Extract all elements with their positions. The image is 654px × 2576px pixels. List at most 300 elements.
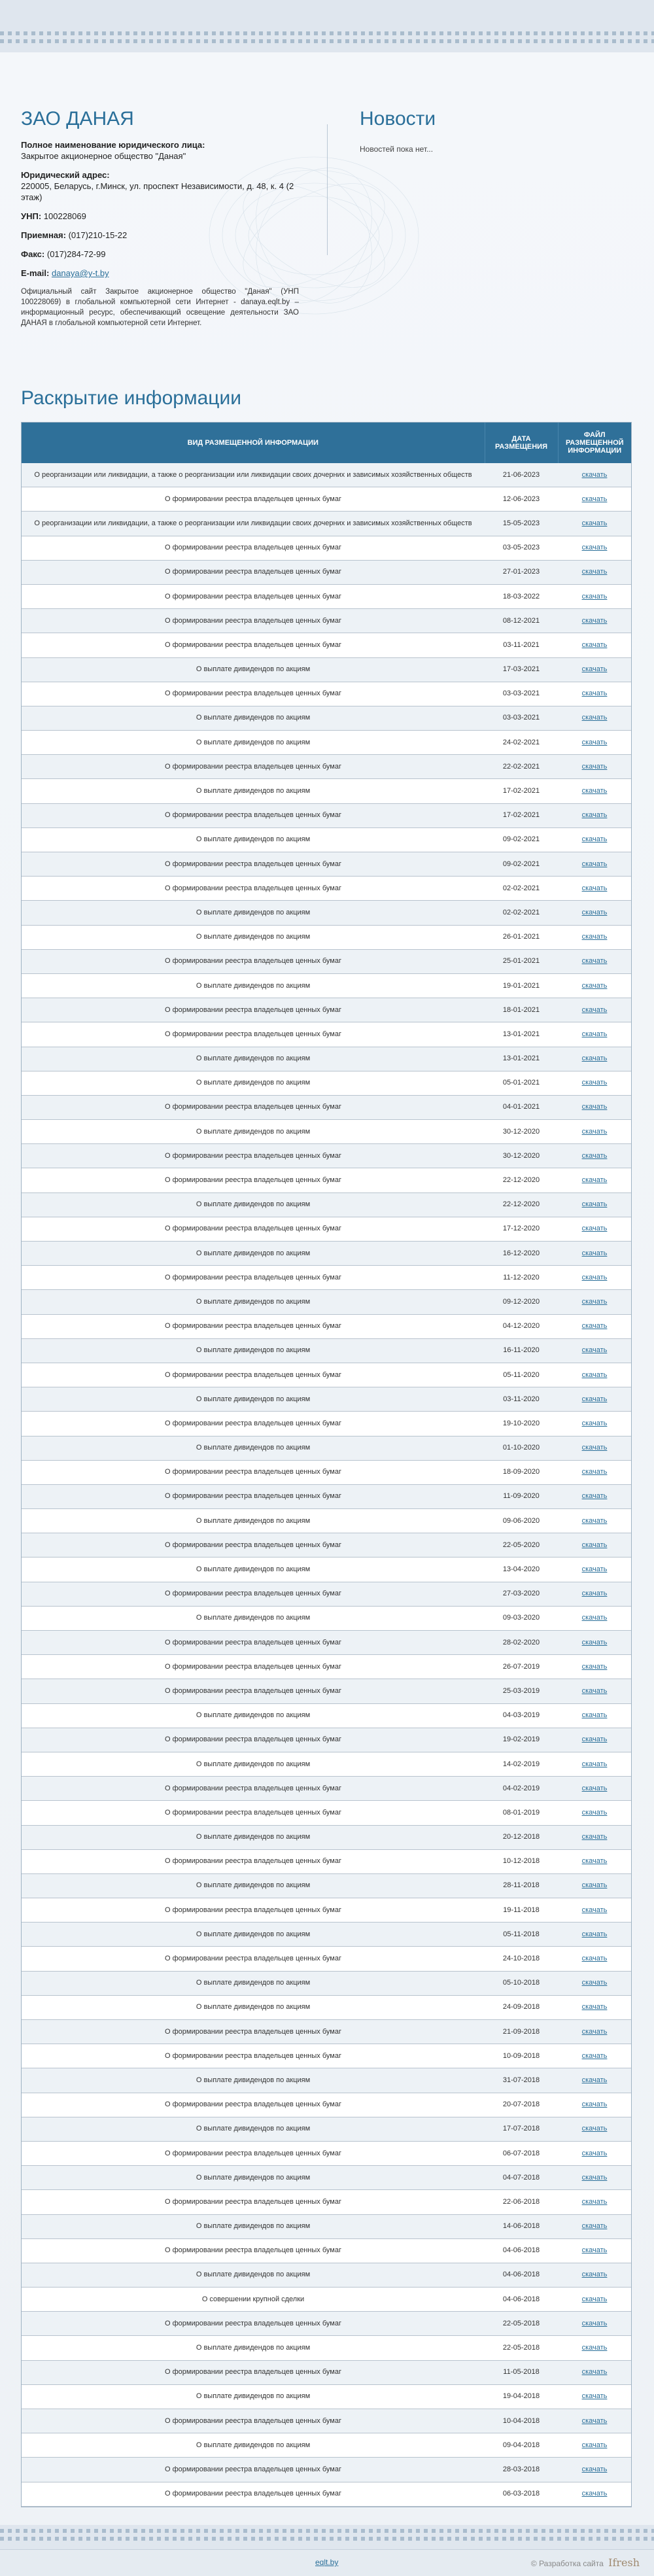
table-row: [22, 609, 631, 633]
download-link[interactable]: скачать: [581, 1638, 608, 1646]
download-link[interactable]: скачать: [581, 1176, 608, 1185]
table-row: [22, 1655, 631, 1679]
download-link[interactable]: скачать: [581, 1273, 608, 1281]
table-row: [22, 925, 631, 949]
table-row: [22, 657, 631, 682]
row-info-type: О формировании реестра владельцев ценных бумаг: [22, 1095, 485, 1119]
email-link[interactable]: danaya@y-t.by: [51, 268, 109, 278]
row-file-cell: [558, 1144, 631, 1168]
row-date: 13-01-2021: [485, 1022, 558, 1047]
table-row: [22, 949, 631, 973]
table-row: [22, 1266, 631, 1290]
table-row: [22, 1071, 631, 1095]
download-link[interactable]: скачать: [581, 884, 608, 892]
row-file-cell: [558, 949, 631, 973]
footer-ornament: [0, 2537, 654, 2541]
news-title: Новости: [360, 108, 436, 130]
row-date: 03-03-2021: [485, 682, 558, 706]
table-row: [22, 560, 631, 584]
row-file-cell: [558, 803, 631, 827]
download-link[interactable]: скачать: [581, 1200, 608, 1209]
row-date: 21-06-2023: [485, 463, 558, 487]
row-date: 09-04-2018: [485, 2433, 558, 2458]
row-date: 20-12-2018: [485, 1825, 558, 1849]
table-row: [22, 1728, 631, 1752]
row-date: 09-02-2021: [485, 827, 558, 852]
download-link[interactable]: скачать: [581, 933, 608, 941]
table-row: [22, 1460, 631, 1484]
row-info-type: О формировании реестра владельцев ценных бумаг: [22, 1412, 485, 1436]
row-info-type: О формировании реестра владельцев ценных бумаг: [22, 1801, 485, 1825]
row-info-type: О формировании реестра владельцев ценных бумаг: [22, 877, 485, 901]
row-file-cell: [558, 1363, 631, 1387]
table-row: [22, 2482, 631, 2506]
row-file-cell: [558, 1849, 631, 1873]
download-link[interactable]: скачать: [581, 1395, 608, 1403]
row-file-cell: [558, 487, 631, 512]
column-header-date: ДАТА РАЗМЕЩЕНИЯ: [485, 423, 558, 463]
download-link[interactable]: скачать: [581, 1808, 608, 1817]
row-file-cell: [558, 1801, 631, 1825]
download-link[interactable]: скачать: [581, 981, 608, 990]
download-link[interactable]: скачать: [581, 1225, 608, 1233]
download-link[interactable]: скачать: [581, 2149, 608, 2157]
download-link[interactable]: скачать: [581, 616, 608, 625]
row-info-type: О формировании реестра владельцев ценных бумаг: [22, 2482, 485, 2506]
row-info-type: О формировании реестра владельцев ценных бумаг: [22, 1631, 485, 1655]
row-file-cell: [558, 2433, 631, 2458]
row-date: 28-02-2020: [485, 1631, 558, 1655]
developer-credit: [531, 2556, 640, 2569]
download-link[interactable]: скачать: [581, 2197, 608, 2206]
download-link[interactable]: скачать: [581, 640, 608, 649]
row-date: 09-03-2020: [485, 1606, 558, 1630]
footer-site-link[interactable]: eqlt.by: [315, 2558, 339, 2567]
row-date: 22-12-2020: [485, 1168, 558, 1192]
row-info-type: О выплате дивидендов по акциям: [22, 1873, 485, 1898]
table-row: [22, 1777, 631, 1801]
download-link[interactable]: скачать: [581, 1857, 608, 1866]
download-link[interactable]: скачать: [581, 1540, 608, 1549]
row-info-type: О формировании реестра владельцев ценных бумаг: [22, 1144, 485, 1168]
table-row: [22, 2288, 631, 2312]
download-link[interactable]: скачать: [581, 1735, 608, 1744]
row-info-type: О выплате дивидендов по акциям: [22, 1192, 485, 1217]
table-row: [22, 803, 631, 827]
download-link[interactable]: скачать: [581, 1419, 608, 1427]
row-file-cell: [558, 1338, 631, 1363]
download-link[interactable]: скачать: [581, 1492, 608, 1501]
download-link[interactable]: скачать: [581, 908, 608, 916]
table-row: [22, 2458, 631, 2482]
table-row: [22, 2312, 631, 2336]
row-info-type: О выплате дивидендов по акциям: [22, 2263, 485, 2287]
table-row: [22, 512, 631, 536]
row-info-type: О формировании реестра владельцев ценных бумаг: [22, 1777, 485, 1801]
developer-credit-text: © Разработка сайта: [530, 2559, 604, 2568]
row-file-cell: [558, 2117, 631, 2141]
row-file-cell: [558, 2336, 631, 2360]
download-link[interactable]: скачать: [581, 2416, 608, 2425]
row-date: 04-02-2019: [485, 1777, 558, 1801]
row-info-type: О формировании реестра владельцев ценных бумаг: [22, 2093, 485, 2117]
fax-value: (017)284-72-99: [46, 249, 106, 259]
row-date: 02-02-2021: [485, 877, 558, 901]
row-file-cell: [558, 2166, 631, 2190]
address-block: [21, 169, 296, 203]
row-info-type: О выплате дивидендов по акциям: [22, 1995, 485, 2019]
row-file-cell: [558, 1412, 631, 1436]
download-link[interactable]: скачать: [581, 1906, 608, 1914]
row-date: 24-02-2021: [485, 731, 558, 755]
row-file-cell: [558, 1484, 631, 1508]
download-link[interactable]: скачать: [581, 738, 608, 746]
table-row: [22, 1825, 631, 1849]
row-info-type: О формировании реестра владельцев ценных бумаг: [22, 2141, 485, 2165]
row-file-cell: [558, 2312, 631, 2336]
download-link[interactable]: скачать: [581, 860, 608, 868]
table-row: [22, 1533, 631, 1558]
row-info-type: О формировании реестра владельцев ценных бумаг: [22, 1898, 485, 1923]
table-row: [22, 973, 631, 998]
download-link[interactable]: скачать: [581, 1444, 608, 1452]
row-file-cell: [558, 1217, 631, 1241]
row-info-type: О выплате дивидендов по акциям: [22, 1558, 485, 1582]
row-date: 04-07-2018: [485, 2166, 558, 2190]
row-file-cell: [558, 706, 631, 730]
row-info-type: О выплате дивидендов по акциям: [22, 973, 485, 998]
row-date: 26-01-2021: [485, 925, 558, 949]
table-row: [22, 998, 631, 1022]
download-link[interactable]: скачать: [581, 1370, 608, 1379]
row-info-type: О формировании реестра владельцев ценных бумаг: [22, 682, 485, 706]
download-link[interactable]: скачать: [581, 2392, 608, 2401]
row-file-cell: [558, 2020, 631, 2044]
row-info-type: О формировании реестра владельцев ценных бумаг: [22, 633, 485, 657]
row-file-cell: [558, 2044, 631, 2068]
table-row: [22, 2190, 631, 2214]
legal-name-block: [21, 139, 296, 162]
download-link[interactable]: скачать: [581, 1930, 608, 1938]
row-info-type: О выплате дивидендов по акциям: [22, 2384, 485, 2409]
table-row: [22, 901, 631, 925]
download-link[interactable]: скачать: [581, 1103, 608, 1111]
row-info-type: О формировании реестра владельцев ценных бумаг: [22, 2044, 485, 2068]
fax-label: Факс:: [21, 249, 45, 259]
row-info-type: О формировании реестра владельцев ценных бумаг: [22, 1728, 485, 1752]
download-link[interactable]: скачать: [581, 1346, 608, 1355]
table-row: [22, 2093, 631, 2117]
row-info-type: О выплате дивидендов по акциям: [22, 1387, 485, 1412]
download-link[interactable]: скачать: [581, 1590, 608, 1598]
address-label: Юридический адрес:: [21, 170, 110, 180]
row-date: 24-10-2018: [485, 1947, 558, 1971]
row-file-cell: [558, 1047, 631, 1071]
row-date: 13-04-2020: [485, 1558, 558, 1582]
table-row: [22, 1338, 631, 1363]
unp-block: [21, 211, 296, 222]
download-link[interactable]: скачать: [581, 1468, 608, 1476]
row-info-type: О формировании реестра владельцев ценных бумаг: [22, 487, 485, 512]
row-info-type: О формировании реестра владельцев ценных бумаг: [22, 1947, 485, 1971]
download-link[interactable]: скачать: [581, 1249, 608, 1257]
address-value: 220005, Беларусь, г.Минск, ул. проспект Независимости, д. 48, к. 4 (2 этаж): [21, 181, 294, 202]
row-date: 18-09-2020: [485, 1460, 558, 1484]
row-file-cell: [558, 731, 631, 755]
table-row: [22, 1582, 631, 1606]
row-file-cell: [558, 2384, 631, 2409]
row-info-type: О выплате дивидендов по акциям: [22, 1825, 485, 1849]
row-file-cell: [558, 1777, 631, 1801]
download-link[interactable]: скачать: [581, 2027, 608, 2036]
disclosure-title: Раскрытие информации: [21, 387, 241, 409]
table-row: [22, 2044, 631, 2068]
row-info-type: О совершении крупной сделки: [22, 2288, 485, 2312]
row-date: 05-01-2021: [485, 1071, 558, 1095]
row-info-type: О выплате дивидендов по акциям: [22, 1752, 485, 1776]
row-file-cell: [558, 925, 631, 949]
table-row: [22, 2433, 631, 2458]
row-file-cell: [558, 1752, 631, 1776]
row-date: 11-12-2020: [485, 1266, 558, 1290]
company-info: [21, 108, 299, 328]
table-header-row: [22, 423, 631, 463]
download-link[interactable]: скачать: [581, 568, 608, 576]
row-file-cell: [558, 1509, 631, 1533]
row-file-cell: [558, 2288, 631, 2312]
table-row: [22, 2360, 631, 2384]
table-row: [22, 827, 631, 852]
table-row: [22, 1923, 631, 1947]
row-file-cell: [558, 827, 631, 852]
row-date: 19-02-2019: [485, 1728, 558, 1752]
table-row: [22, 1242, 631, 1266]
download-link[interactable]: скачать: [581, 1979, 608, 1987]
row-date: 09-12-2020: [485, 1290, 558, 1314]
header-ornament: [0, 39, 654, 43]
row-file-cell: [558, 1995, 631, 2019]
download-link[interactable]: скачать: [581, 1614, 608, 1622]
row-file-cell: [558, 1582, 631, 1606]
row-date: 17-07-2018: [485, 2117, 558, 2141]
download-link[interactable]: скачать: [581, 2368, 608, 2376]
download-link[interactable]: скачать: [581, 1079, 608, 1087]
download-link[interactable]: скачать: [581, 2271, 608, 2279]
table-row: [22, 2409, 631, 2433]
site-description: Официальный сайт Закрытое акционерное общество "Даная" (УНП 100228069) в глобальной компьютерной сети Интернет - danaya.eqlt.by – информационный ресурс, обеспечивающий освещение деятельности ЗАО ДАНАЯ в глобальной компьютерной сети Интернет.: [21, 288, 299, 327]
row-date: 31-07-2018: [485, 2068, 558, 2093]
table-row: [22, 1436, 631, 1460]
download-link[interactable]: скачать: [581, 2051, 608, 2060]
row-info-type: О формировании реестра владельцев ценных бумаг: [22, 2238, 485, 2263]
row-info-type: О формировании реестра владельцев ценных бумаг: [22, 2312, 485, 2336]
row-file-cell: [558, 682, 631, 706]
table-row: [22, 2336, 631, 2360]
download-link[interactable]: скачать: [581, 1030, 608, 1038]
row-file-cell: [558, 584, 631, 608]
email-label: E-mail:: [21, 268, 50, 278]
row-date: 16-11-2020: [485, 1338, 558, 1363]
row-file-cell: [558, 852, 631, 877]
row-info-type: О формировании реестра владельцев ценных бумаг: [22, 536, 485, 560]
download-link[interactable]: скачать: [581, 1833, 608, 1841]
download-link[interactable]: скачать: [581, 2295, 608, 2303]
header-band: [0, 0, 654, 53]
row-info-type: О выплате дивидендов по акциям: [22, 925, 485, 949]
row-date: 28-11-2018: [485, 1873, 558, 1898]
row-date: 08-12-2021: [485, 609, 558, 633]
row-date: 11-05-2018: [485, 2360, 558, 2384]
table-row: [22, 1022, 631, 1047]
row-file-cell: [558, 1460, 631, 1484]
row-info-type: О выплате дивидендов по акциям: [22, 1047, 485, 1071]
table-row: [22, 1679, 631, 1703]
download-link[interactable]: скачать: [581, 2003, 608, 2011]
row-file-cell: [558, 1095, 631, 1119]
download-link[interactable]: скачать: [581, 957, 608, 966]
row-info-type: О формировании реестра владельцев ценных бумаг: [22, 803, 485, 827]
download-link[interactable]: скачать: [581, 2465, 608, 2473]
row-date: 22-05-2020: [485, 1533, 558, 1558]
table-row: [22, 2020, 631, 2044]
download-link[interactable]: скачать: [581, 1054, 608, 1063]
row-date: 04-12-2020: [485, 1314, 558, 1338]
table-row: [22, 1290, 631, 1314]
table-row: [22, 1120, 631, 1144]
download-link[interactable]: скачать: [581, 1881, 608, 1890]
download-link[interactable]: скачать: [581, 665, 608, 674]
row-date: 03-11-2020: [485, 1387, 558, 1412]
row-date: 05-11-2018: [485, 1923, 558, 1947]
row-file-cell: [558, 877, 631, 901]
reception-label: Приемная:: [21, 230, 66, 240]
company-title: ЗАО ДАНАЯ: [21, 108, 134, 130]
row-date: 17-03-2021: [485, 657, 558, 682]
download-link[interactable]: скачать: [581, 2076, 608, 2084]
row-info-type: О формировании реестра владельцев ценных бумаг: [22, 1655, 485, 1679]
row-info-type: О выплате дивидендов по акциям: [22, 1242, 485, 1266]
download-link[interactable]: скачать: [581, 544, 608, 552]
row-date: 15-05-2023: [485, 512, 558, 536]
row-info-type: О формировании реестра владельцев ценных бумаг: [22, 1022, 485, 1047]
row-file-cell: [558, 2190, 631, 2214]
download-link[interactable]: скачать: [581, 835, 608, 844]
row-info-type: О формировании реестра владельцев ценных бумаг: [22, 1363, 485, 1387]
row-date: 17-12-2020: [485, 1217, 558, 1241]
row-file-cell: [558, 2360, 631, 2384]
download-link[interactable]: скачать: [581, 1686, 608, 1695]
download-link[interactable]: скачать: [581, 1784, 608, 1792]
download-link[interactable]: скачать: [581, 1711, 608, 1720]
download-link[interactable]: скачать: [581, 689, 608, 698]
download-link[interactable]: скачать: [581, 2319, 608, 2327]
fax-block: [21, 249, 296, 260]
row-file-cell: [558, 1192, 631, 1217]
download-link[interactable]: скачать: [581, 495, 608, 503]
download-link[interactable]: скачать: [581, 1005, 608, 1014]
row-info-type: О формировании реестра владельцев ценных бумаг: [22, 998, 485, 1022]
download-link[interactable]: скачать: [581, 1565, 608, 1574]
table-row: [22, 536, 631, 560]
row-info-type: О выплате дивидендов по акциям: [22, 1071, 485, 1095]
download-link[interactable]: скачать: [581, 470, 608, 479]
row-date: 25-01-2021: [485, 949, 558, 973]
download-link[interactable]: скачать: [581, 714, 608, 722]
row-date: 28-03-2018: [485, 2458, 558, 2482]
row-info-type: О выплате дивидендов по акциям: [22, 1290, 485, 1314]
download-link[interactable]: скачать: [581, 2125, 608, 2133]
row-info-type: О выплате дивидендов по акциям: [22, 901, 485, 925]
table-row: [22, 584, 631, 608]
download-link[interactable]: скачать: [581, 2222, 608, 2231]
row-file-cell: [558, 2458, 631, 2482]
table-row: [22, 1898, 631, 1923]
row-file-cell: [558, 2214, 631, 2238]
row-file-cell: [558, 1873, 631, 1898]
reception-value: (017)210-15-22: [68, 230, 128, 240]
download-link[interactable]: скачать: [581, 2344, 608, 2352]
download-link[interactable]: скачать: [581, 2173, 608, 2182]
row-file-cell: [558, 1436, 631, 1460]
column-header-type: ВИД РАЗМЕЩЕННОЙ ИНФОРМАЦИИ: [22, 423, 485, 463]
row-date: 24-09-2018: [485, 1995, 558, 2019]
row-info-type: О формировании реестра владельцев ценных бумаг: [22, 2458, 485, 2482]
table-row: [22, 463, 631, 487]
table-row: [22, 877, 631, 901]
row-info-type: О выплате дивидендов по акциям: [22, 1509, 485, 1533]
row-file-cell: [558, 2068, 631, 2093]
row-date: 14-06-2018: [485, 2214, 558, 2238]
table-row: [22, 2068, 631, 2093]
row-file-cell: [558, 1947, 631, 1971]
download-link[interactable]: скачать: [581, 1322, 608, 1331]
download-link[interactable]: скачать: [581, 2246, 608, 2255]
table-row: [22, 706, 631, 730]
download-link[interactable]: скачать: [581, 1516, 608, 1525]
table-row: [22, 1631, 631, 1655]
download-link[interactable]: скачать: [581, 1127, 608, 1136]
table-row: [22, 1363, 631, 1387]
row-file-cell: [558, 1923, 631, 1947]
news-section: [360, 108, 621, 154]
download-link[interactable]: скачать: [581, 1297, 608, 1306]
row-info-type: О выплате дивидендов по акциям: [22, 2068, 485, 2093]
download-link[interactable]: скачать: [581, 2441, 608, 2449]
download-link[interactable]: скачать: [581, 1151, 608, 1160]
download-link[interactable]: скачать: [581, 519, 608, 527]
row-file-cell: [558, 2141, 631, 2165]
download-link[interactable]: скачать: [581, 811, 608, 820]
download-link[interactable]: скачать: [581, 1662, 608, 1671]
row-date: 10-12-2018: [485, 1849, 558, 1873]
row-file-cell: [558, 1168, 631, 1192]
download-link[interactable]: скачать: [581, 1955, 608, 1963]
row-date: 19-11-2018: [485, 1898, 558, 1923]
download-link[interactable]: скачать: [581, 2100, 608, 2109]
developer-brand[interactable]: Ifresh: [608, 2556, 640, 2569]
row-date: 02-02-2021: [485, 901, 558, 925]
row-info-type: О реорганизации или ликвидации, а также о реорганизации или ликвидации своих дочерних и зависимых хозяйственных обществ: [22, 463, 485, 487]
row-date: 10-04-2018: [485, 2409, 558, 2433]
download-link[interactable]: скачать: [581, 787, 608, 795]
download-link[interactable]: скачать: [581, 762, 608, 771]
row-file-cell: [558, 1071, 631, 1095]
download-link[interactable]: скачать: [581, 592, 608, 600]
download-link[interactable]: скачать: [581, 2490, 608, 2498]
legal-name-value: Закрытое акционерное общество "Даная": [21, 151, 186, 161]
row-info-type: О формировании реестра владельцев ценных бумаг: [22, 852, 485, 877]
download-link[interactable]: скачать: [581, 1760, 608, 1768]
